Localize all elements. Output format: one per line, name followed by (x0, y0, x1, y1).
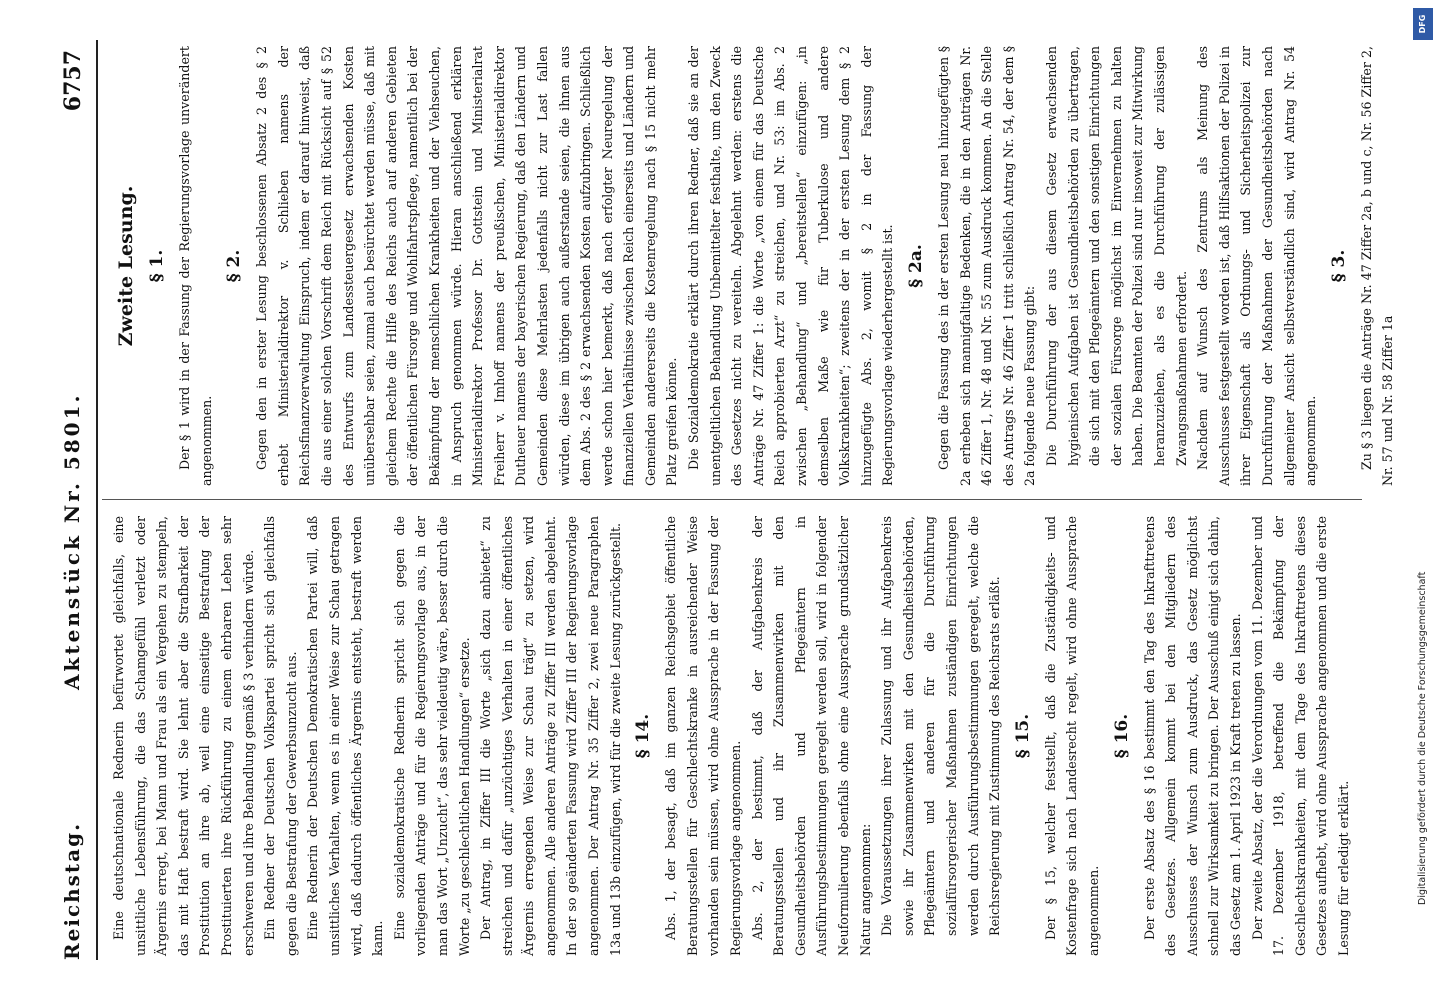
side-note (1412, 0, 1434, 1000)
header-left: Reichstag. (60, 821, 84, 960)
paragraph: Der Antrag, in Ziffer III die Worte „sich dazu anbietet“ zu streichen und dafür „unzüchtiges Verhalten in einer öffentliches Ärgernis erregenden Weise zur Schau trägt“ zu setzen, wird angenommen. Alle anderen Anträge zu Ziffer III werden abgelehnt. In der so geänderten Fassung wird Ziffer III der Regierungsvorlage angenommen. Der Antrag Nr. 35 Ziffer 2, zwei neue Paragraphen 13a und 13b einzufügen, wird für die zweite Lesung zurückgestellt. (478, 516, 623, 956)
paragraph: Der § 15, welcher feststellt, daß die Zuständigkeits- und Kostenfrage sich nach Landesrecht regelt, wird ohne Aussprache angenommen. (1042, 516, 1101, 956)
header-center: Aktenstück Nr. 5801. (60, 392, 84, 690)
left-column (108, 516, 1368, 956)
header-rule (96, 40, 98, 960)
paragraph: Eine sozialdemokratische Rednerin spricht sich gegen die vorliegenden Anträge und für die Regierungsvorlage aus, in der man das Wort „Unzucht“, das sehr vieldeutig wäre, besser durch die Worte „zu geschlechtlichen Handlungen“ ersetze. (391, 516, 472, 956)
paragraph: Der § 1 wird in der Fassung der Regierungsvorlage unverändert angenommen. (177, 46, 214, 486)
paragraph: Ein Redner der Deutschen Volkspartei spricht sich gleichfalls gegen die Bestrafung der Gewerbsunzucht aus. (262, 516, 299, 956)
paragraph: Gegen den in erster Lesung beschlossenen Absatz 2 des § 2 erhebt Ministerialdirektor v. Schlieben namens der Reichsfinanzverwaltung Einspruch, indem er darauf hinweist, daß die aus einer solchen Vorschrift dem Reich mit Rücksicht auf § 52 des Entwurfs zum Landessteuergesetz erwachsenden Kosten unübersehbar seien, zumal auch besürchtet werden müsse, daß mit gleichem Rechte die Hilfe des Reichs auch auf anderen Gebieten der öffentlichen Fürsorge und Wohlfahrtspflege, namentlich bei der Bekämpfung der menschlichen Krankheiten und der Viehseuchen, in Anspruch genommen würde. Hieran anschließend erklären Ministerialdirektor Professor Dr. Gottstein und Ministerialrat Freiherr v. Imhoff namens der preußischen, Ministerialdirektor Dutheuer namens der bayerischen Regierung, daß den Ländern und Gemeinden diese Mehrlasten jedenfalls nicht zur Last fallen würden, diese im übrigen auch außerstande seien, die ihnen aus dem Abs. 2 des § 2 erwachsenden Kosten aufzubringen. Schließlich werde schon hier bemerkt, daß nach erfolgter Neuregelung der finanziellen Verhältnisse zwischen Reich einerseits und Ländern und Gemeinden andererseits die Kostenregelung nach § 15 nicht mehr Platz greifen könne. (254, 45, 680, 486)
paragraph: Nachdem auf Wunsch des Zentrums als Meinung des Ausschusses festgestellt worden ist, daß Hilfsaktionen der Polizei in ihrer Eigenschaft als Ordnungs- und Sicherheitspolizei zur Durchführung der Maßnahmen der Gesundheitsbehörden nach allgemeiner Ansicht selbstverständlich sind, wird Antrag Nr. 54 angenommen. (1195, 46, 1319, 486)
paragraph: Eine Rednerin der Deutschen Demokratischen Partei will, daß unsittliches Verhalten, wenn es in einer Weise zur Schau getragen wird, daß dadurch öffentliches Ärgernis entsteht, bestraft werden kann. (305, 516, 386, 956)
section-heading: § 16. (1111, 713, 1132, 759)
right-column (108, 45, 1396, 486)
quoted-text: Die Durchführung der aus diesem Gesetz erwachsenden hygienischen Aufgaben ist Gesundheitsbehörden zu übertragen, die sich mit den Pflegeämtern und den sonstigen Einrichtungen der sozialen Fürsorge möglichst im Einvernehmen zu halten haben. Die Beamten der Polizei sind nur insoweit zur Mitwirkung heranzuziehen, als es die Durchführung der zulässigen Zwangsmaßnahmen erfordert. (1043, 46, 1189, 466)
paragraph: Die Sozialdemokratie erklärt durch ihren Redner, daß sie an der unentgeltlichen Behandlung Unbemittelter festhalte, um den Zweck des Gesetzes nicht zu vereiteln. Abgelehnt werden: erstens die Anträge Nr. 47 Ziffer 1: die Worte „von einem für das Deutsche Reich approbierten Arzt“ zu streichen, und Nr. 53: im Abs. 2 zwischen „Behandlung“ und „bereitstellen“ einzufügen: „in demselben Maße wie für Tuberkulose und andere Volkskrankheiten“; zweitens der in der ersten Lesung dem § 2 hinzugefügte Abs. 2, womit § 2 in der Fassung der Regierungsvorlage wiederhergestellt ist. (686, 46, 896, 486)
side-note-text: Digitalisierung gefördert durch die Deutsche Forschungsgemeinschaft (1417, 571, 1428, 905)
paragraph: Eine deutschnationale Rednerin befürwortet gleichfalls, eine unsittliche Lebensführung, die das Schamgefühl verletzt oder Ärgernis erregt, bei Mann und Frau als ein Vergehen zu stempeln, das mit Haft bestraft wird. Sie lehnt aber die Strafbarkeit der Prostitution an ihre ab, weil eine einseitige Bestrafung der Prostituierten ihre Rückführung zu einem ehrbaren Leben sehr erschweren und ihre Behandlung gemäß § 3 verhindern würde. (111, 516, 256, 956)
section-heading: § 2. (224, 249, 245, 283)
quoted-text: Die Voraussetzungen ihrer Zulassung und ihr Aufgabenkreis sowie ihr Zusammenwirken mit den Gesundheitsbehörden, Pflegeämtern und anderen für die Durchführung sozialfürsorgerischer Maßnahmen zuständigen Einrichtungen werden durch Ausführungsbestimmungen geregelt, welche die Reichsregierung mit Zustimmung des Reichsrats erläßt. (879, 516, 1003, 936)
dfg-logo (1413, 8, 1433, 40)
page-number: 6757 (60, 50, 86, 112)
reading-heading: Zweite Lesung. (115, 185, 137, 347)
section-heading: § 15. (1012, 713, 1033, 759)
column-divider (102, 499, 1362, 500)
paragraph: Der erste Absatz des § 16 bestimmt den Tag des Inkrafttretens des Gesetzes. Allgemein kommt bei den Mitgliedern des Ausschusses der Wunsch zum Ausdruck, das Gesetz möglichst schnell zur Wirksamkeit zu bringen. Der Ausschuß einigt sich dahin, das Gesetz am 1. April 1923 in Kraft treten zu lassen. (1141, 516, 1243, 956)
paragraph: Abs. 2, der bestimmt, daß der Aufgabenkreis der Beratungsstellen und ihr Zusammenwirken mit den Gesundheitsbehörden und Pflegeämtern in Ausführungsbestimmungen geregelt werden soll, wird in folgender Neuformulierung ebenfalls ohne eine Aussprache grundsätzlicher Natur angenommen: (749, 516, 873, 956)
dfg-logo-text: DFG (1418, 14, 1427, 34)
paragraph: Der zweite Absatz, der die Verordnungen vom 11. Dezember und 17. Dezember 1918, betreffend die Bekämpfung der Geschlechtskrankheiten, mit dem Tage des Inkrafttretens dieses Gesetzes aufhebt, wird ohne Aussprache angenommen und die erste Lesung für erledigt erklärt. (1249, 516, 1351, 956)
running-head (60, 40, 94, 960)
paragraph: Abs. 1, der besagt, daß im ganzen Reichsgebiet öffentliche Beratungsstellen für Geschlechtskranke in ausreichender Weise vorhanden sein müssen, wird ohne Aussprache in der Fassung der Regierungsvorlage angenommen. (663, 516, 744, 956)
section-heading: § 1. (147, 249, 167, 283)
section-heading: § 2a. (906, 244, 926, 288)
paragraph: Zu § 3 liegen die Anträge Nr. 47 Ziffer 2a, b und c, Nr. 56 Ziffer 2, Nr. 57 und Nr. 58 Ziffer 1a (1358, 46, 1396, 486)
rotated-page (50, 40, 1396, 960)
section-heading: § 3. (1328, 249, 1349, 283)
paragraph: Gegen die Fassung des in der ersten Lesung neu hinzugefügten § 2a erheben sich mannigfaltige Bedenken, die in den Anträgen Nr. 46 Ziffer 1, Nr. 48 und Nr. 55 zum Ausdruck kommen. An die Stelle des Antrags Nr. 46 Ziffer 1 tritt schließlich Antrag Nr. 54, der dem § 2a folgende neue Fassung gibt: (936, 46, 1038, 486)
section-heading: § 14. (633, 713, 654, 759)
